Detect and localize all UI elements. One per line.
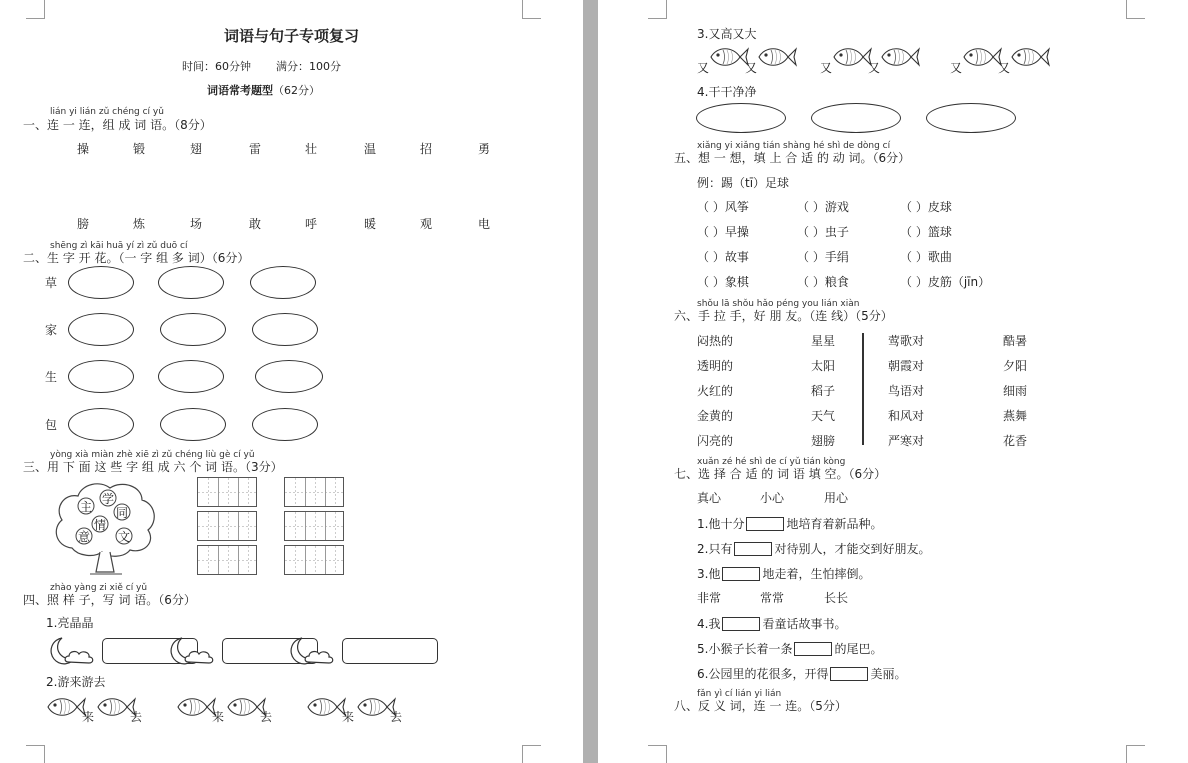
cloud-answer-box[interactable] — [158, 266, 224, 299]
crop-mark — [522, 745, 541, 763]
cloud-answer-box[interactable] — [811, 103, 901, 133]
crop-mark — [1126, 0, 1145, 19]
q7-sentence-2: 2.只有 对待别人，才能交到好朋友。 — [697, 542, 931, 556]
fish-icon — [46, 694, 86, 724]
fish-icon — [962, 44, 1002, 74]
q1-top-char: 锻 — [133, 142, 146, 156]
fish-icon — [306, 694, 346, 724]
q1-top-char: 壮 — [305, 142, 318, 156]
q1-top-char: 招 — [420, 142, 433, 156]
crop-mark — [26, 745, 45, 763]
tree-char: 文 — [118, 530, 131, 544]
q1-bottom-char: 观 — [420, 217, 433, 231]
q3-pinyin: yòng xià miàn zhè xiē zì zǔ chéng liù gè cí yǔ — [50, 450, 255, 460]
tree-char: 学 — [102, 492, 115, 506]
q6-word: 闪亮的 — [697, 434, 734, 448]
q2-char: 草 — [45, 276, 58, 290]
page-left — [0, 0, 583, 763]
q5-heading: 五、想 一 想，填 上 合 适 的 动 词。（6分） — [674, 151, 911, 165]
crop-mark — [26, 0, 45, 19]
page-gutter — [583, 0, 598, 763]
q6-word: 燕舞 — [1003, 409, 1028, 423]
q5-cell: （ ）歌曲 — [900, 250, 952, 264]
fish-lai: 来 — [342, 710, 355, 724]
cloud-answer-box[interactable] — [252, 313, 318, 346]
fish-lai: 来 — [82, 710, 95, 724]
q5-cell: （ ）皮球 — [900, 200, 952, 214]
fish-you: 又 — [820, 61, 833, 75]
q5-cell: （ ）虫子 — [797, 225, 849, 239]
q7-word: 真心 — [697, 491, 722, 505]
section-score: （62分） — [273, 84, 320, 97]
q5-cell: （ ）风筝 — [697, 200, 749, 214]
tree-char: 情 — [94, 518, 107, 532]
q6-word: 酷暑 — [1003, 334, 1028, 348]
q5-cell: （ ）游戏 — [797, 200, 849, 214]
q7-sentence-4: 4.我 看童话故事书。 — [697, 617, 847, 631]
q5-cell: （ ）早操 — [697, 225, 749, 239]
q6-word: 细雨 — [1003, 384, 1028, 398]
crop-mark — [1126, 745, 1145, 763]
crop-mark — [648, 745, 667, 763]
q2-char: 生 — [45, 370, 58, 384]
writing-grid[interactable] — [284, 545, 344, 575]
fish-you: 又 — [697, 61, 710, 75]
q6-word: 稻子 — [811, 384, 836, 398]
q1-top-char: 操 — [77, 142, 90, 156]
q1-heading: 一、连 一 连，组 成 词 语。（8分） — [23, 118, 212, 132]
fish-you: 又 — [950, 61, 963, 75]
q6-word: 火红的 — [697, 384, 734, 398]
fish-icon — [757, 44, 797, 74]
cloud-answer-box[interactable] — [68, 360, 134, 393]
fish-qu: 去 — [260, 710, 273, 724]
q1-bottom-char: 暖 — [364, 217, 377, 231]
q7-sentence-3: 3.他 地走着，生怕摔倒。 — [697, 567, 871, 581]
fish-qu: 去 — [390, 710, 403, 724]
q6-word: 朝霞对 — [888, 359, 925, 373]
tree-char: 主 — [80, 500, 93, 514]
q7-pinyin: xuǎn zé hé shì de cí yǔ tián kòng — [697, 457, 846, 467]
q6-word: 和风对 — [888, 409, 925, 423]
q2-pinyin: shēng zì kāi huā yí zì zǔ duō cí — [50, 241, 188, 251]
q2-char: 家 — [45, 323, 58, 337]
q6-word: 天气 — [811, 409, 836, 423]
fish-icon — [880, 44, 920, 74]
blank-box[interactable] — [722, 617, 760, 631]
q7-sentence-1: 1.他十分 地培育着新品种。 — [697, 517, 883, 531]
q4-item4: 4.干干净净 — [697, 85, 757, 99]
q1-bottom-char: 场 — [190, 217, 203, 231]
section-title: 词语常考题型 — [207, 84, 273, 97]
cloud-answer-box[interactable] — [160, 408, 226, 441]
q5-example: 例：踢（tī）足球 — [697, 176, 790, 190]
q7-word: 长长 — [824, 591, 849, 605]
crop-mark — [648, 0, 667, 19]
q5-cell: （ ）篮球 — [900, 225, 952, 239]
q6-word: 花香 — [1003, 434, 1028, 448]
q7-sentence-5: 5.小猴子长着一条 的尾巴。 — [697, 642, 883, 656]
cloud-answer-box[interactable] — [696, 103, 786, 133]
q6-word: 星星 — [811, 334, 836, 348]
blank-box[interactable] — [746, 517, 784, 531]
cloud-answer-box[interactable] — [255, 360, 323, 393]
writing-grid[interactable] — [197, 511, 257, 541]
time-label: 时间：60分钟 — [182, 60, 251, 73]
fish-icon — [1010, 44, 1050, 74]
q5-pinyin: xiǎng yi xiǎng tián shàng hé shì de dòng cí — [697, 141, 891, 151]
fish-qu: 去 — [130, 710, 143, 724]
q6-divider — [862, 333, 864, 445]
fish-you: 又 — [868, 61, 881, 75]
crop-mark — [522, 0, 541, 19]
page-title: 词语与句子专项复习 — [223, 27, 359, 45]
q6-word: 严寒对 — [888, 434, 925, 448]
blank-box[interactable] — [722, 567, 760, 581]
q2-char: 包 — [45, 418, 58, 432]
q1-pinyin: lián yi lián zǔ chéng cí yǔ — [50, 107, 164, 117]
q1-top-char: 温 — [364, 142, 377, 156]
q4-item1: 1.亮晶晶 — [46, 616, 94, 630]
fish-icon — [176, 694, 216, 724]
score-label: 满分：100分 — [276, 60, 341, 73]
q7-word: 小心 — [760, 491, 785, 505]
q4-item2: 2.游来游去 — [46, 675, 106, 689]
q6-word: 透明的 — [697, 359, 734, 373]
fish-icon — [709, 44, 749, 74]
q5-cell: （ ）粮食 — [797, 275, 849, 289]
blank-box[interactable] — [734, 542, 772, 556]
writing-grid[interactable] — [197, 477, 257, 507]
q2-heading: 二、生 字 开 花。（一 字 组 多 词）（6分） — [23, 251, 250, 265]
tree-char: 同 — [116, 506, 129, 520]
writing-grid[interactable] — [284, 477, 344, 507]
q6-word: 夕阳 — [1003, 359, 1028, 373]
q4-heading: 四、照 样 子，写 词 语。（6分） — [23, 593, 196, 607]
q6-word: 莺歌对 — [888, 334, 925, 348]
writing-grid[interactable] — [284, 511, 344, 541]
cloud-answer-box[interactable] — [250, 266, 316, 299]
q8-heading: 八、反 义 词，连 一 连。（5分） — [674, 699, 847, 713]
q7-word: 非常 — [697, 591, 722, 605]
q7-sentence-6: 6.公园里的花很多，开得 美丽。 — [697, 667, 907, 681]
q1-bottom-char: 膀 — [77, 217, 90, 231]
q6-word: 太阳 — [811, 359, 836, 373]
q1-bottom-char: 电 — [478, 217, 491, 231]
cloud-answer-box[interactable] — [160, 313, 226, 346]
q5-cell: （ ）皮筋（jīn） — [900, 275, 991, 289]
q6-word: 鸟语对 — [888, 384, 925, 398]
q5-cell: （ ）手绢 — [797, 250, 849, 264]
cloud-answer-box[interactable] — [158, 360, 224, 393]
q8-pinyin: fǎn yì cí lián yi lián — [697, 689, 782, 699]
q1-bottom-char: 呼 — [305, 217, 318, 231]
fish-you: 又 — [745, 61, 758, 75]
cloud-answer-box[interactable] — [926, 103, 1016, 133]
q6-word: 闷热的 — [697, 334, 734, 348]
q3-heading: 三、用 下 面 这 些 字 组 成 六 个 词 语。（3分） — [23, 460, 283, 474]
q4-pinyin: zhào yàng zi xiě cí yǔ — [50, 583, 148, 593]
tree-char: 意 — [78, 530, 91, 544]
fish-you: 又 — [998, 61, 1011, 75]
moon-icon — [50, 634, 100, 668]
q6-pinyin: shǒu lā shǒu hǎo péng you lián xiàn — [697, 299, 860, 309]
q7-heading: 七、选 择 合 适 的 词 语 填 空。（6分） — [674, 467, 887, 481]
q7-word: 用心 — [824, 491, 849, 505]
writing-grid[interactable] — [197, 545, 257, 575]
q7-word: 常常 — [760, 591, 785, 605]
q1-bottom-char: 敢 — [249, 217, 262, 231]
q6-word: 翅膀 — [811, 434, 836, 448]
answer-box[interactable] — [342, 638, 438, 664]
fish-lai: 来 — [212, 710, 225, 724]
cloud-answer-box[interactable] — [68, 313, 134, 346]
q1-bottom-char: 炼 — [133, 217, 146, 231]
q4-item3: 3.又高又大 — [697, 27, 757, 41]
blank-box[interactable] — [830, 667, 868, 681]
q1-top-char: 翅 — [190, 142, 203, 156]
fish-icon — [832, 44, 872, 74]
cloud-answer-box[interactable] — [68, 408, 134, 441]
q6-word: 金黄的 — [697, 409, 734, 423]
cloud-answer-box[interactable] — [68, 266, 134, 299]
q5-cell: （ ）象棋 — [697, 275, 749, 289]
cloud-answer-box[interactable] — [252, 408, 318, 441]
blank-box[interactable] — [794, 642, 832, 656]
q6-heading: 六、手 拉 手，好 朋 友。（连 线）（5分） — [674, 309, 893, 323]
q1-top-char: 雷 — [249, 142, 262, 156]
q1-top-char: 勇 — [478, 142, 491, 156]
moon-icon — [170, 634, 220, 668]
q5-cell: （ ）故事 — [697, 250, 749, 264]
moon-icon — [290, 634, 340, 668]
